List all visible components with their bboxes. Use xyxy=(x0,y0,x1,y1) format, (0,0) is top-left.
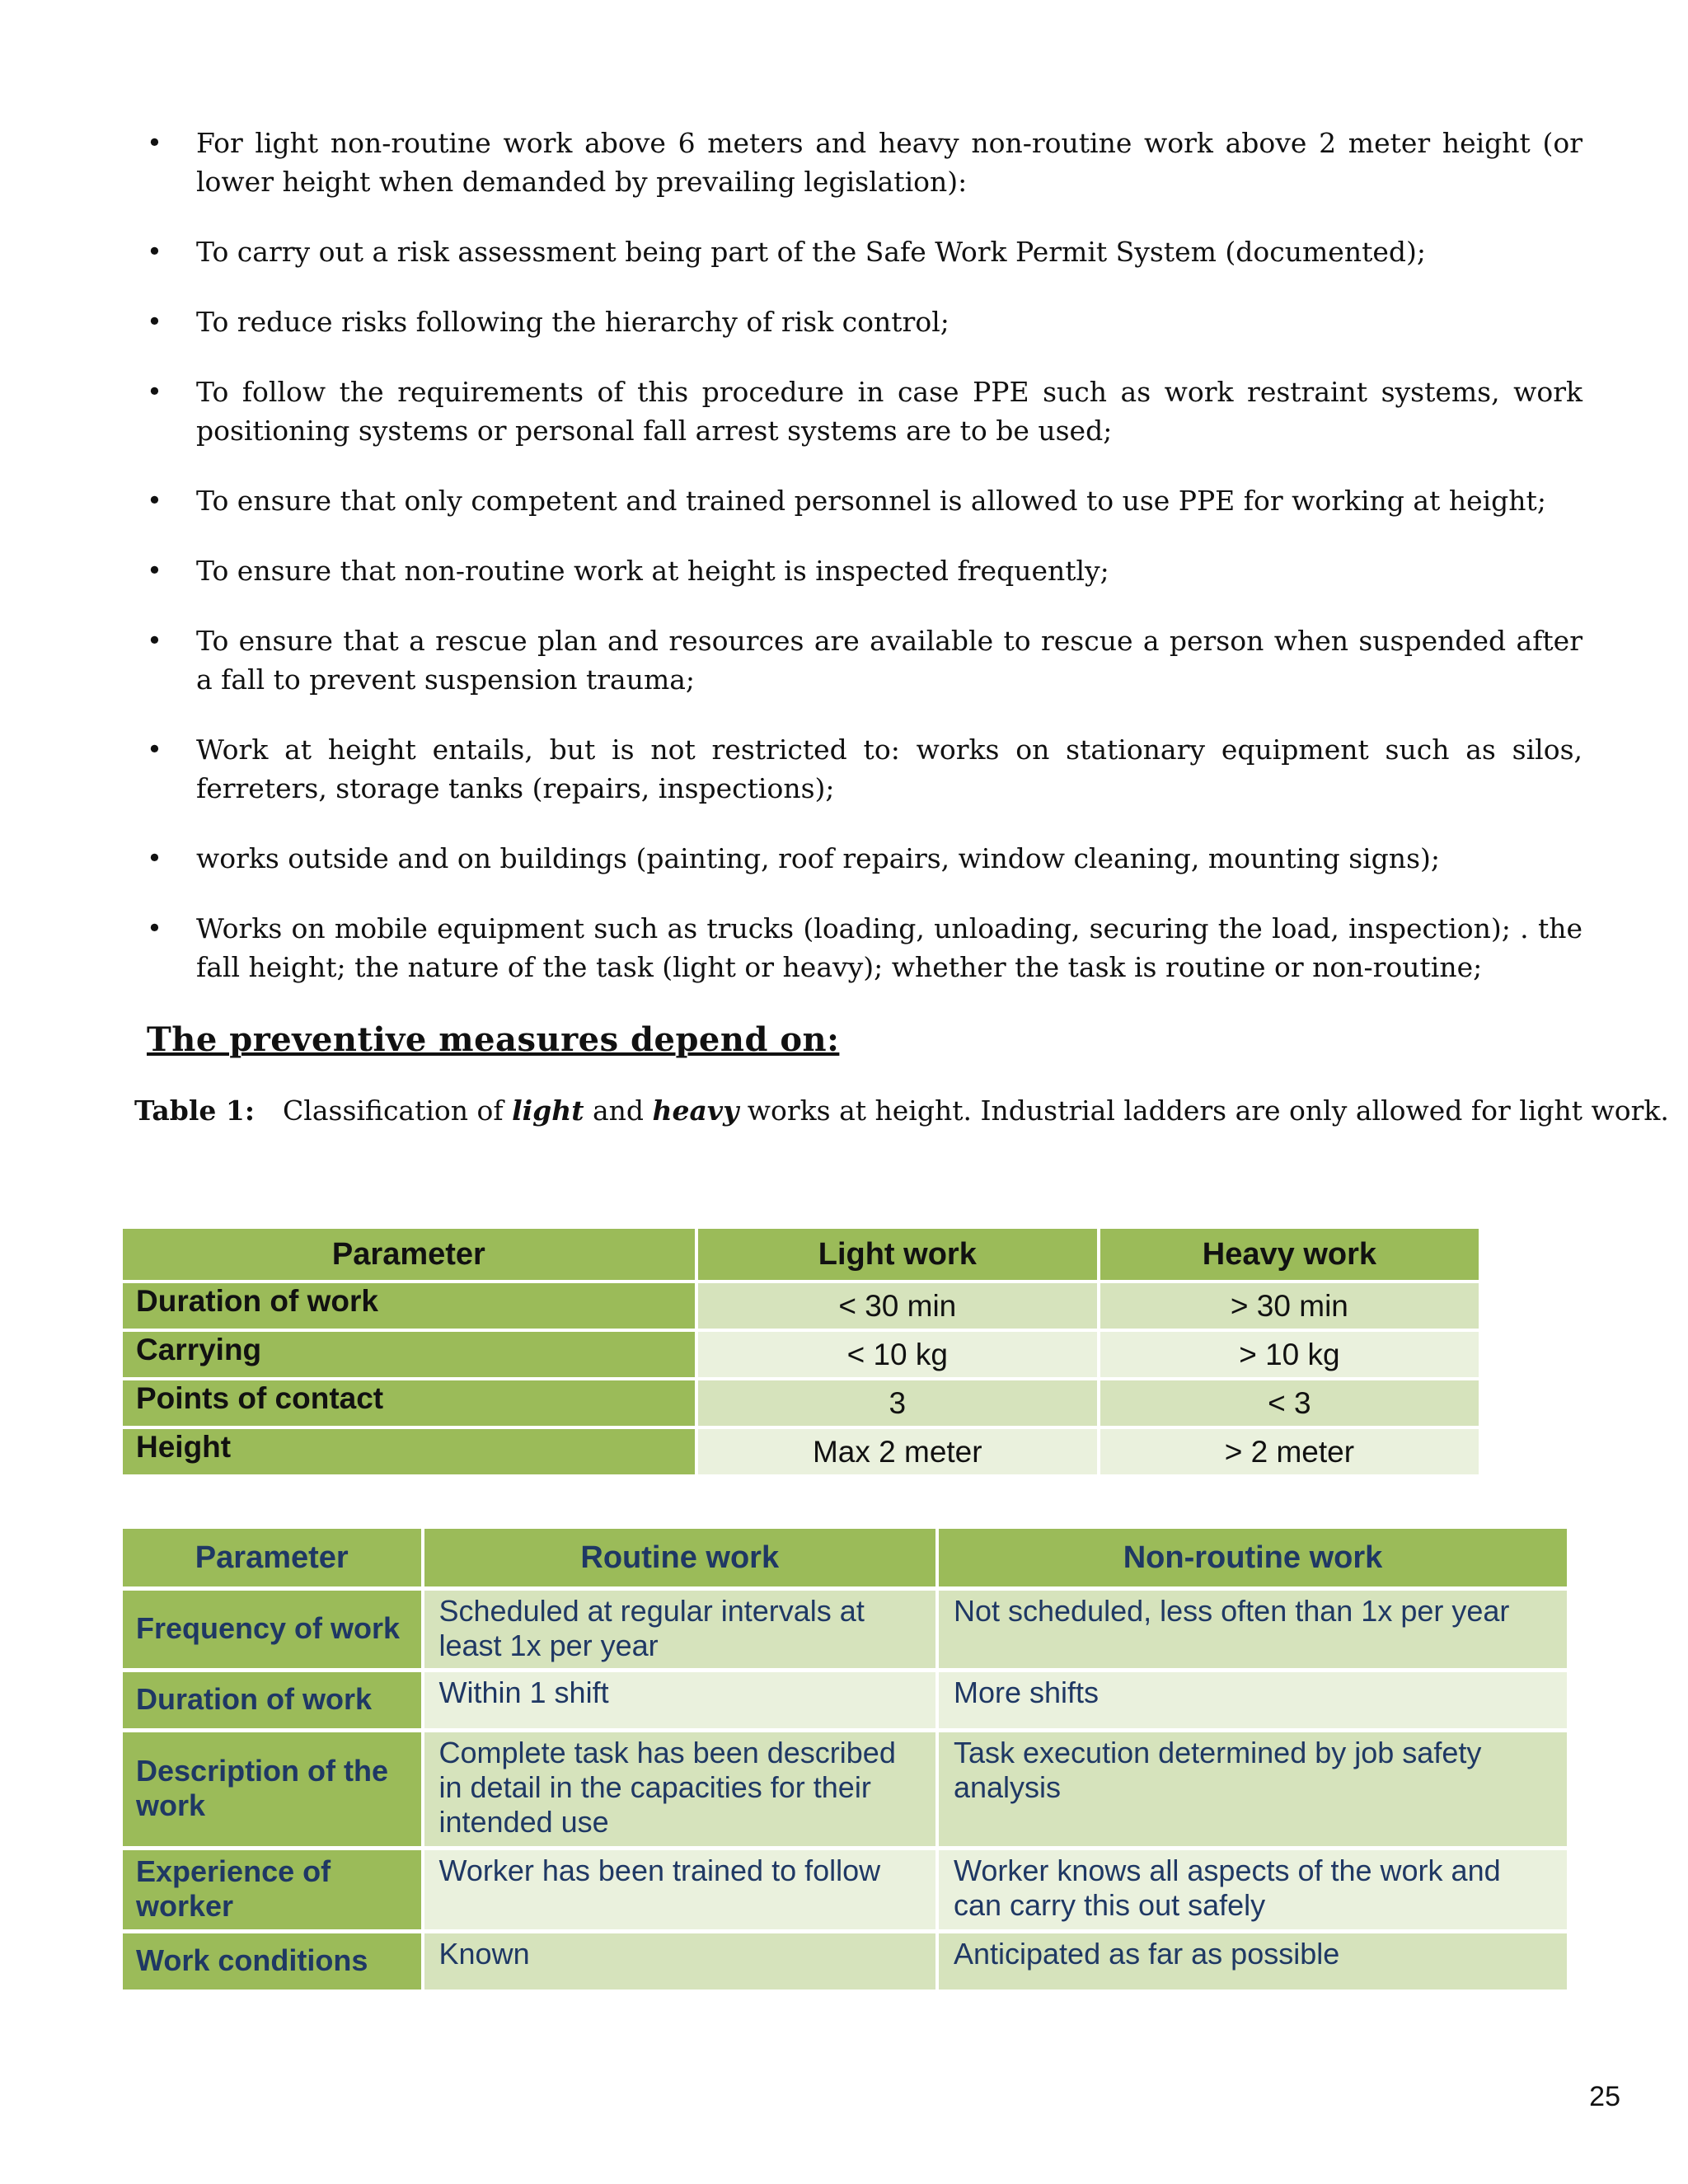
table-cell: > 10 kg xyxy=(1100,1332,1479,1377)
list-item: • To ensure that non-routine work at height is inspected frequently; xyxy=(140,551,1582,590)
page-number: 25 xyxy=(1589,2081,1620,2112)
table-row xyxy=(123,1850,1567,1929)
bullet-icon: • xyxy=(147,236,162,267)
bullet-icon: • xyxy=(147,485,162,516)
table-row xyxy=(123,1732,1567,1846)
table-header-row xyxy=(123,1229,1479,1280)
section-heading: The preventive measures depend on: xyxy=(147,1020,840,1059)
caption-text: Classification of xyxy=(283,1094,513,1127)
bullet-icon: • xyxy=(147,842,162,874)
bullet-icon: • xyxy=(147,127,162,158)
table-cell: Known xyxy=(424,1933,935,1990)
row-label: Points of contact xyxy=(123,1380,695,1426)
row-label: Carrying xyxy=(123,1332,695,1377)
light-heavy-table xyxy=(120,1226,1482,1478)
table-cell: Anticipated as far as possible xyxy=(939,1933,1567,1990)
list-item: • For light non-routine work above 6 meters and heavy non-routine work above 2 meter height (or lower height when demanded by prevailing legislation): xyxy=(140,124,1582,201)
caption-text: and xyxy=(584,1094,653,1127)
caption-light: light xyxy=(512,1094,584,1127)
table-cell: Not scheduled, less often than 1x per year xyxy=(939,1591,1567,1668)
row-label: Frequency of work xyxy=(123,1591,421,1668)
bullet-icon: • xyxy=(147,306,162,337)
list-item: • Work at height entails, but is not restricted to: works on stationary equipment such as silos, ferreters, storage tanks (repairs, inspections); xyxy=(140,730,1582,808)
column-header: Light work xyxy=(698,1229,1097,1280)
row-label: Height xyxy=(123,1429,695,1474)
bullet-icon: • xyxy=(147,376,162,407)
table-row xyxy=(123,1332,1479,1377)
table-cell: Task execution determined by job safety analysis xyxy=(939,1732,1567,1846)
table-row xyxy=(123,1933,1567,1990)
table-cell: > 2 meter xyxy=(1100,1429,1479,1474)
table-row xyxy=(123,1429,1479,1474)
bullet-icon: • xyxy=(147,555,162,586)
table-cell: Within 1 shift xyxy=(424,1672,935,1728)
table-row xyxy=(123,1380,1479,1426)
row-label: Duration of work xyxy=(123,1283,695,1329)
list-item: • To ensure that a rescue plan and resources are available to rescue a person when suspended after a fall to prevent suspension trauma; xyxy=(140,621,1582,699)
row-label: Work conditions xyxy=(123,1933,421,1990)
table-cell: < 30 min xyxy=(698,1283,1097,1329)
bullet-icon: • xyxy=(147,625,162,656)
table-cell: 3 xyxy=(698,1380,1097,1426)
column-header: Routine work xyxy=(424,1529,935,1586)
caption-label: Table 1: xyxy=(134,1094,256,1127)
column-header: Parameter xyxy=(123,1529,421,1586)
table-row xyxy=(123,1283,1479,1329)
table-cell: More shifts xyxy=(939,1672,1567,1728)
row-label: Duration of work xyxy=(123,1672,421,1728)
table-cell: > 30 min xyxy=(1100,1283,1479,1329)
table-row xyxy=(123,1672,1567,1728)
table-cell: Scheduled at regular intervals at least 1x per year xyxy=(424,1591,935,1668)
table-header-row xyxy=(123,1529,1567,1586)
table-cell: < 3 xyxy=(1100,1380,1479,1426)
routine-nonroutine-table xyxy=(120,1525,1570,1994)
table-cell: Worker knows all aspects of the work and can carry this out safely xyxy=(939,1850,1567,1929)
table-caption xyxy=(134,1094,1669,1127)
list-item: • Works on mobile equipment such as trucks (loading, unloading, securing the load, inspection); . the fall height; the nature of the task (light or heavy); whether the task is routine or non-routine; xyxy=(140,909,1582,987)
caption-heavy: heavy xyxy=(652,1094,739,1127)
bullet-list xyxy=(140,124,1582,1018)
bullet-icon: • xyxy=(147,733,162,765)
list-item: • works outside and on buildings (painting, roof repairs, window cleaning, mounting signs); xyxy=(140,839,1582,878)
row-label: Description of the work xyxy=(123,1732,421,1846)
table-row xyxy=(123,1591,1567,1668)
column-header: Parameter xyxy=(123,1229,695,1280)
list-item: • To reduce risks following the hierarchy of risk control; xyxy=(140,302,1582,341)
caption-text: works at height. Industrial ladders are only allowed for light work. xyxy=(738,1094,1669,1127)
table-cell: Max 2 meter xyxy=(698,1429,1097,1474)
row-label: Experience of worker xyxy=(123,1850,421,1929)
table-cell: Complete task has been described in detail in the capacities for their intended use xyxy=(424,1732,935,1846)
table-cell: < 10 kg xyxy=(698,1332,1097,1377)
column-header: Heavy work xyxy=(1100,1229,1479,1280)
list-item: • To ensure that only competent and trained personnel is allowed to use PPE for working at height; xyxy=(140,481,1582,520)
column-header: Non-routine work xyxy=(939,1529,1567,1586)
list-item: • To carry out a risk assessment being part of the Safe Work Permit System (documented); xyxy=(140,232,1582,271)
table-cell: Worker has been trained to follow xyxy=(424,1850,935,1929)
list-item: • To follow the requirements of this procedure in case PPE such as work restraint systems, work positioning systems or personal fall arrest systems are to be used; xyxy=(140,373,1582,450)
bullet-icon: • xyxy=(147,912,162,944)
